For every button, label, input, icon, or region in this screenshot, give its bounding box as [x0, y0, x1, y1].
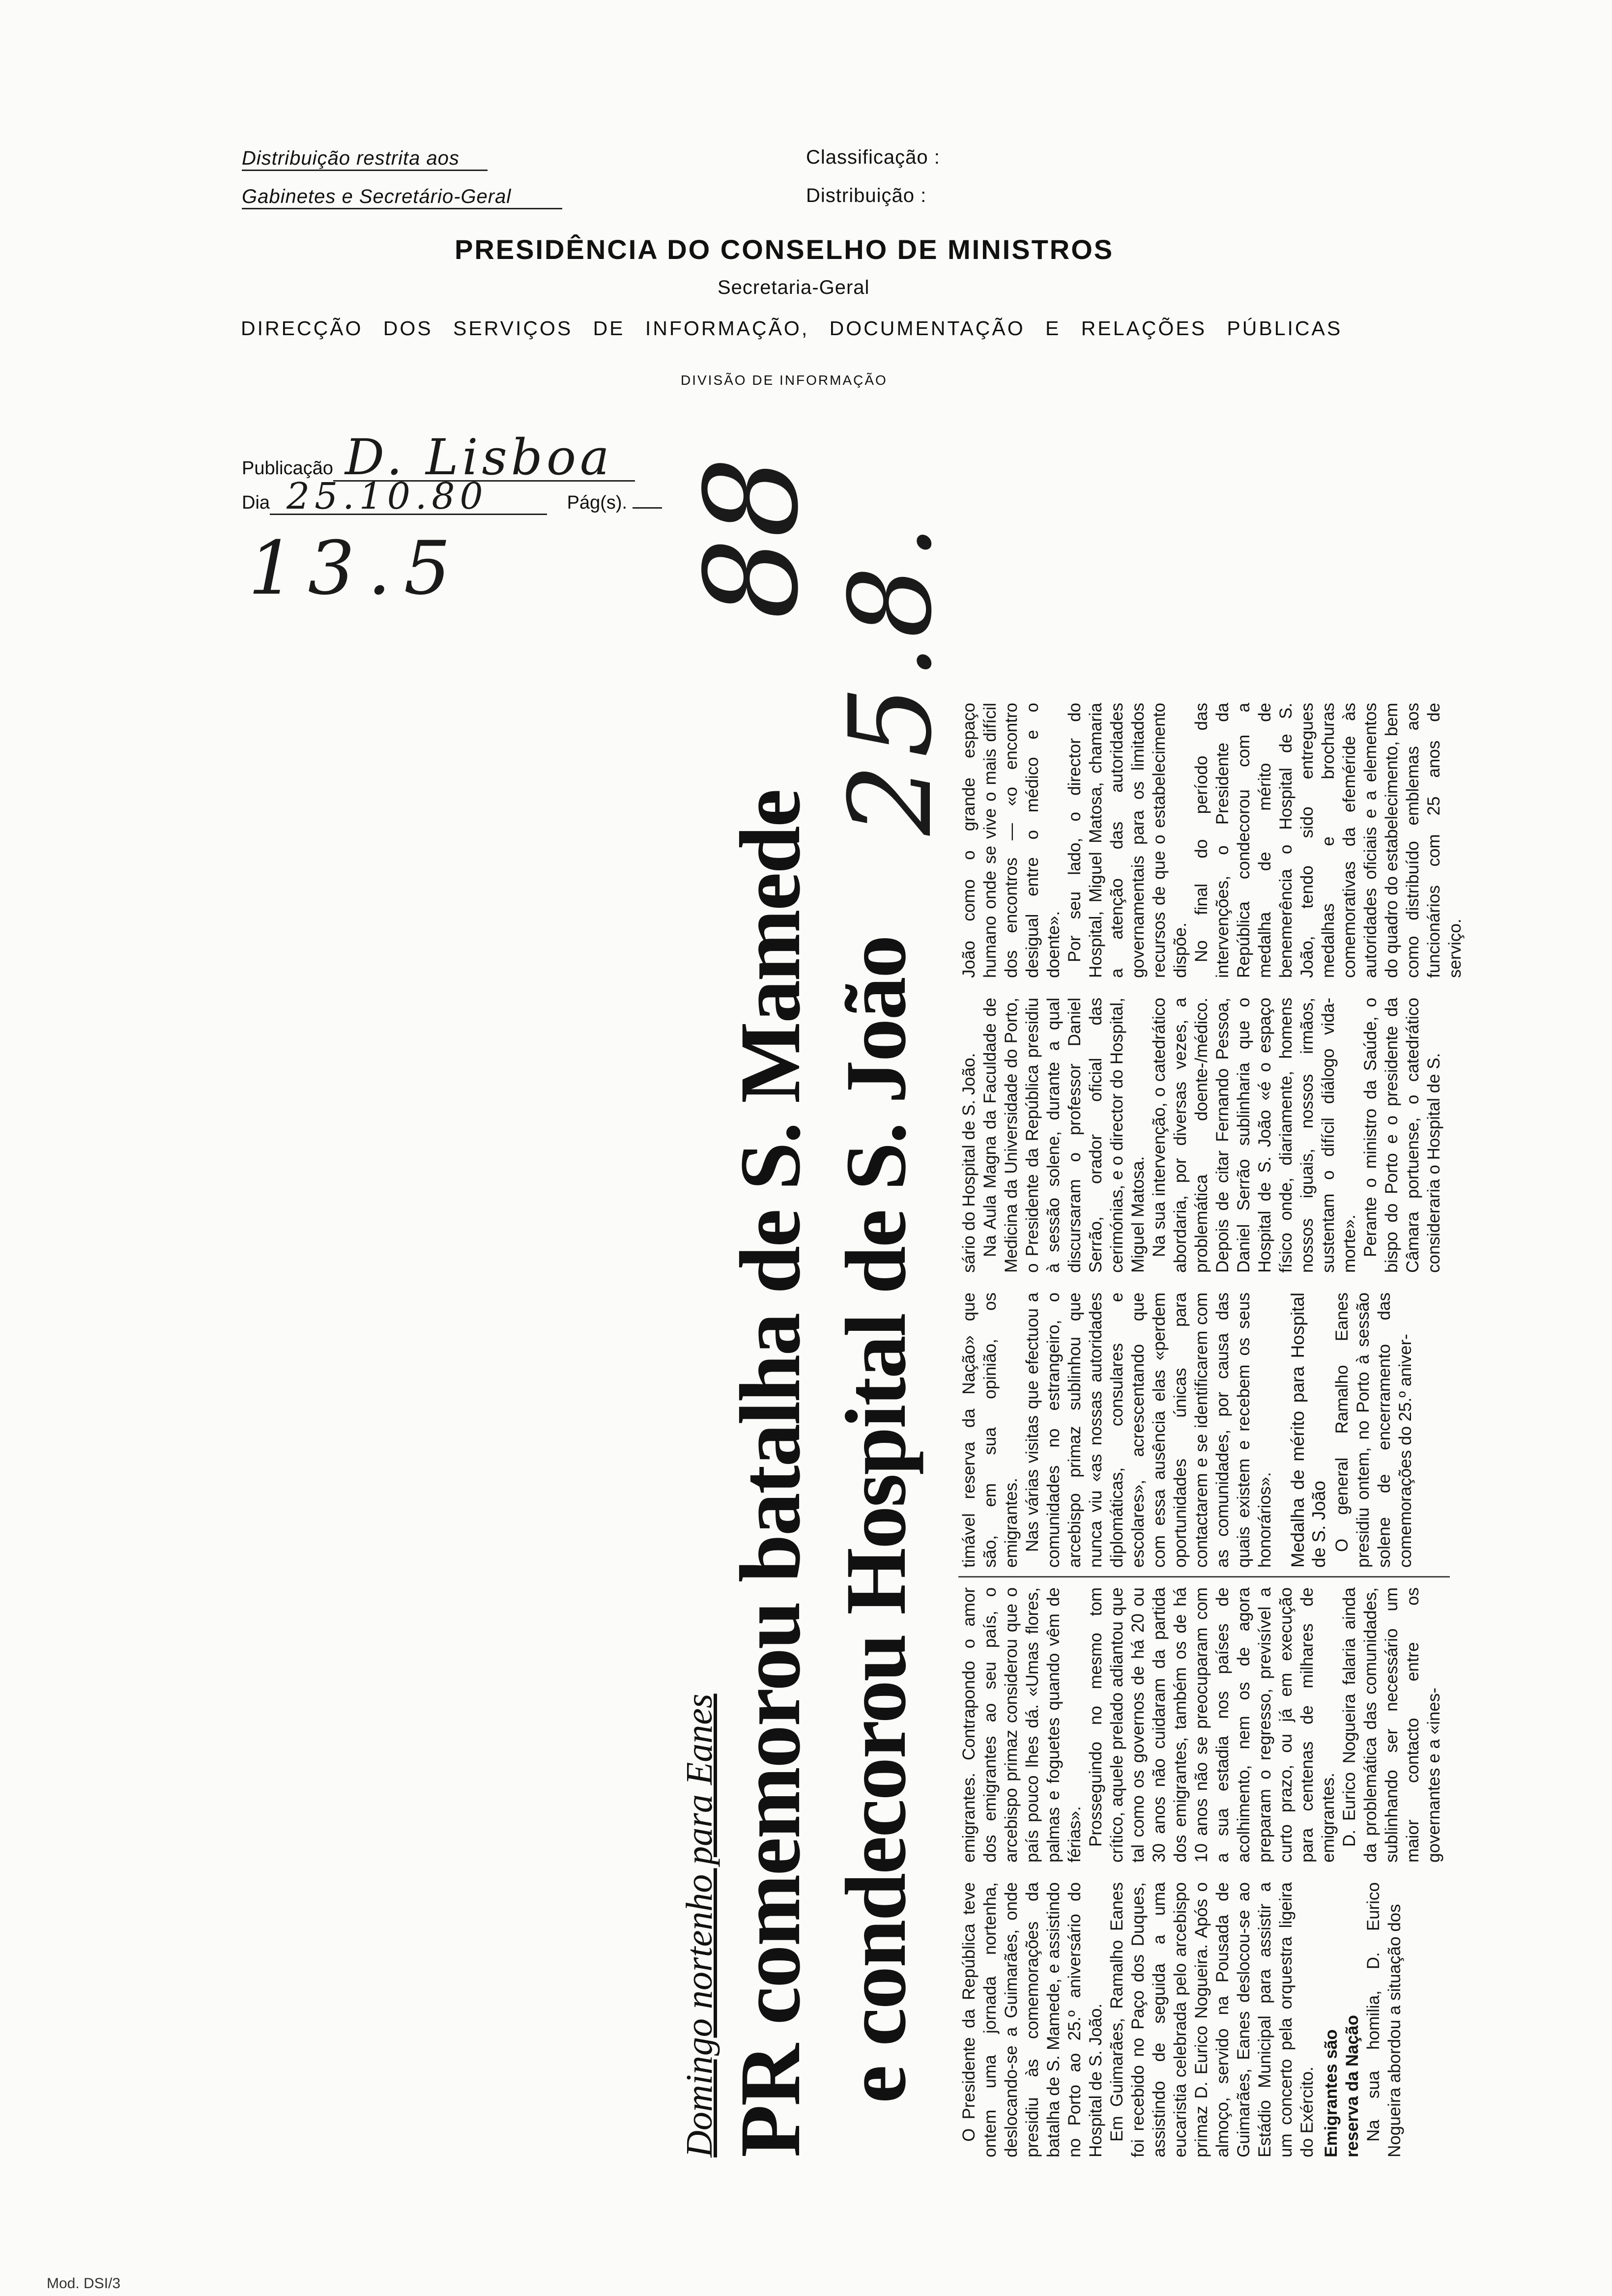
handwritten-mark-2: 25.8.	[826, 518, 957, 835]
presidencia-heading: PRESIDÊNCIA DO CONSELHO DE MINISTROS	[455, 234, 1114, 265]
dia-row	[242, 475, 662, 517]
col5-paragraph-2: Por seu lado, o director do Hospital, Miguel Matosa, chamaria a atenção das autoridades governamentais para os limitados recursos de que o estabelecimento dispõe.	[1065, 703, 1190, 978]
article-column-5	[958, 703, 1466, 978]
col2-paragraph-1: emigrantes. Contrapondo o amor dos emigrantes ao seu país, o arcebispo primaz considerou que o país pouco lhes dá. «Umas flores, palmas e foguetes quando vêm de férias».	[959, 1587, 1084, 1863]
col5-paragraph-1: João como o grande espaço humano onde se vive o mais difícil dos encontros — «o encontro desigual entre o médico e o doente».	[959, 703, 1063, 978]
col5-paragraph-3: No final do período das intervenções, o Presidente da República condecorou com a medalha de mérito de benemerência o Hospital de S. João, tendo sido entregues medalhas e brochuras comemorativas da efeméride às autoridades oficiais e a elementos do quadro do estabelecimento, bem como distribuído emblemas aos funcionários com 25 anos de serviço.	[1192, 703, 1465, 978]
dia-value: 25.10.80	[270, 479, 547, 515]
col4-paragraph-2: Na Aula Magna da Faculdade de Medicina da Universidade do Porto, o Presidente da República presidiu à sessão solene, durante a qual discursaram o professor Daniel Serrão, orador oficial das cerimónias, e o director do Hospital, Miguel Matosa.	[980, 998, 1148, 1273]
pags-value-line	[633, 507, 662, 509]
col1-paragraph-1: O Presidente da República teve ontem uma jornada nortenha, deslocando-se a Guimarães, onde presidiu às comemorações da batalha de S. Mamede, e assistindo no Porto ao 25.º aniversário do Hospital de S. João.	[959, 1882, 1105, 2157]
divisao-heading: DIVISÃO DE INFORMAÇÃO	[681, 373, 888, 388]
publicacao-value: D. Lisboa	[333, 435, 635, 482]
classificacao-label: Classificação :	[806, 146, 940, 168]
pags-label: Pág(s).	[567, 492, 628, 513]
headline-line-1: PR comemorou batalha de S. Mamede	[722, 790, 818, 2157]
dia-label: Dia	[242, 492, 270, 513]
col4-paragraph-3: Na sua intervenção, o catedrático abordaria, por diversas vezes, a problemática doente-/médico. Depois de citar Fernando Pessoa, Daniel Serrão sublinharia que o Hospital de S. João «é o espaço físico onde, diariamente, homens nossos iguais, nossos irmãos, sustentam o difícil diálogo vida-morte».	[1150, 998, 1359, 1273]
handwritten-note: 13.5	[248, 526, 463, 611]
col1-subheading-2: reserva da Nação	[1343, 2015, 1362, 2157]
col2-paragraph-3: D. Eurico Nogueira falaria ainda da problemática das comunidades, sublinhando ser necessário um maior contacto entre os governantes e a «ines-	[1340, 1587, 1443, 1863]
col1-subheading-1: Emigrantes são	[1322, 2029, 1341, 2157]
col3-subheading: Medalha de mérito para Hospital de S. João	[1288, 1292, 1329, 1568]
article-kicker: Domingo nortenho para Eanes	[679, 1693, 720, 2157]
headline-line-2: e condecorou Hospital de S. João	[828, 936, 924, 2103]
article-column-1	[958, 1882, 1405, 2157]
distribution-line-1: Distribuição restrita aos	[242, 147, 488, 171]
secretaria-geral: Secretaria-Geral	[718, 277, 870, 298]
col1-paragraph-2: Em Guimarães, Ramalho Eanes foi recebido no Paço dos Duques, assistindo de seguida a uma eucaristia celebrada pelo arcebispo primaz D. Eurico Nogueira. Após o almoço, servido na Pousada de Guimarães, Eanes deslocou-se ao Estádio Municipal para assistir a um concerto pela orquestra ligeira do Exército.	[1107, 1882, 1317, 2157]
col2-paragraph-2: Prosseguindo no mesmo tom crítico, aquele prelado adiantou que tal como os governos de há 20 ou 30 anos não cuidaram da partida dos emigrantes, também os de há 10 anos não se preocuparam com a sua estadia nos países de acolhimento, nem os de agora preparam o regresso, previsível a curto prazo, ou já em execução para centenas de milhares de emigrantes.	[1086, 1587, 1338, 1863]
column-rule	[958, 1576, 1450, 1578]
article-column-4	[958, 998, 1444, 1273]
article-column-3	[958, 1292, 1416, 1568]
col3-paragraph-1: timável reserva da Nação» que são, em sua opinião, os emigrantes.	[959, 1292, 1021, 1568]
publicacao-row	[242, 429, 635, 486]
col3-paragraph-3: O general Ramalho Eanes presidiu ontem, no Porto à sessão solene de encerramento das comemorações do 25.º aniver-	[1332, 1292, 1415, 1568]
direccao-heading: DIRECÇÃO DOS SERVIÇOS DE INFORMAÇÃO, DOCUMENTAÇÃO E RELAÇÕES PÚBLICAS	[241, 317, 1343, 340]
distribuicao-label: Distribuição :	[806, 185, 927, 206]
col4-paragraph-4: Perante o ministro da Saúde, o bispo do Porto e o presidente da Câmara portuense, o catedrático consideraria o Hospital de S.	[1361, 998, 1443, 1273]
col3-paragraph-2: Nas várias visitas que efectuou a comunidades no estrangeiro, o arcebispo primaz sublinhou que nunca viu «as nossas autoridades diplomáticas, consulares e escolares», acrescentando que com essa ausência elas «perdem oportunidades únicas para contactarem e se identificarem com as comunidades, por causa das quais existem e recebem os seus honorários».	[1023, 1292, 1274, 1568]
handwritten-mark-1: 88	[678, 457, 827, 619]
col4-paragraph-1: sário do Hospital de S. João.	[959, 1053, 979, 1273]
form-code: Mod. DSI/3	[47, 2275, 121, 2292]
col1-paragraph-3: Na sua homilia, D. Eurico Nogueira abordou a situação dos	[1364, 1882, 1404, 2157]
article-column-2	[958, 1587, 1444, 1863]
publicacao-label: Publicação	[242, 458, 333, 479]
distribution-line-2: Gabinetes e Secretário-Geral	[242, 186, 562, 209]
newspaper-clipping	[673, 369, 1519, 2157]
